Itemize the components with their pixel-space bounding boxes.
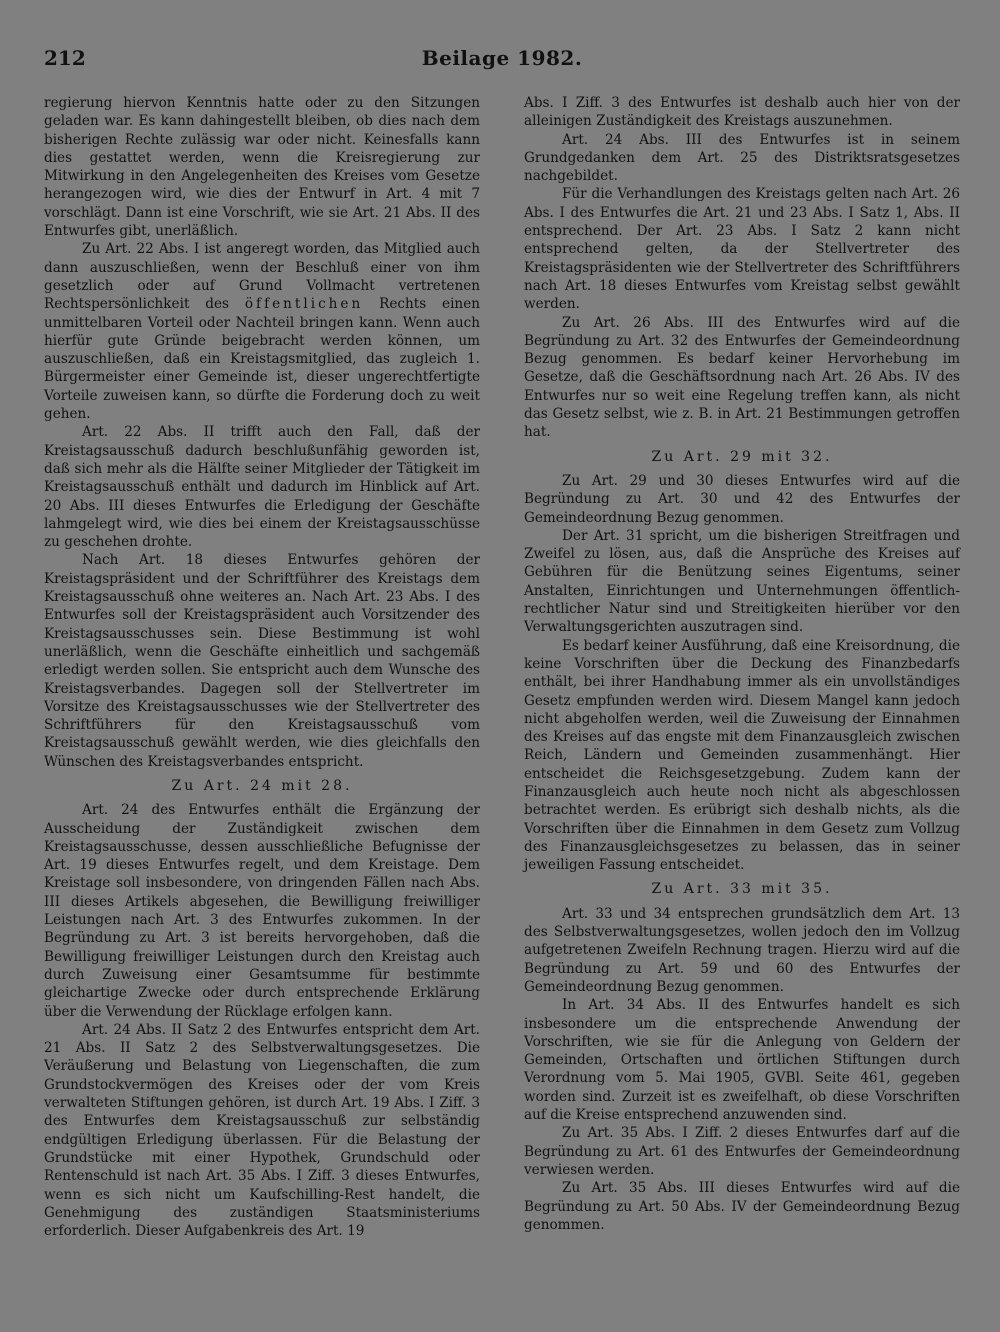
paragraph: Art. 24 des Entwurfes enthält die Ergänzung der Ausscheidung der Zuständigkeit zwischen dem Kreistagsausschusse, dessen ausschließliche Befugnisse der Art. 19 dieses Entwurfes regelt, und dem Kreistage. Dem Kreistage soll insbesondere, von dringenden Fällen nach Abs. III dieses Artikels abgesehen, die Bewilligung freiwilliger Leistungen nach Art. 3 des Entwurfes zukommen. In der Begründung zu Art. 3 ist bereits hervorgehoben, daß die Bewilligung freiwilliger Leistungen durch den Kreistag auch durch Zuweisung einer Gesamtsumme für bestimmte gleichartige Zwecke oder durch entsprechende Erklärung über die Verwendung der Rücklage erfolgen kann.: [44, 802, 480, 1020]
section-heading: Zu Art. 29 mit 32.: [651, 448, 833, 465]
paragraph: Es bedarf keiner Ausführung, daß eine Kreisordnung, die keine Vorschriften über die Deckung des Finanzbedarfs enthält, bei ihrer Handhabung immer als ein unvollständiges Gesetz empfunden werden wird. Diesem Mangel kann jedoch nicht abgeholfen werden, weil die Zuweisung der Einnahmen des Kreises auf das engste mit dem Finanzausgleich zwischen Reich, Ländern und Gemeinden zusammenhängt. Hier entscheidet die Reichsgesetzgebung. Zudem kann der Finanzausgleich auch heute noch nicht als abgeschlossen betrachtet werden. Es erübrigt sich deshalb nichts, als die Vorschriften über die Einnahmen in dem Gesetz zum Vollzug des Finanzausgleichsgesetzes zu belassen, das in seiner jeweiligen Fassung entscheidet.: [524, 637, 960, 874]
paragraph: Art. 22 Abs. II trifft auch den Fall, daß der Kreistagsausschuß dadurch beschlußunfähig geworden ist, daß sich mehr als die Hälfte seiner Mitglieder der Tätigkeit im Kreistagsausschuß enthält und dadurch im Hinblick auf Art. 20 Abs. III dieses Entwurfes die Erledigung der Geschäfte lahmgelegt wird, wie dies bei einem der Kreistagsausschüsse zu geschehen drohte.: [44, 424, 480, 551]
paragraph: Abs. I Ziff. 3 des Entwurfes ist deshalb auch hier von der alleinigen Zuständigkeit des Kreistags auszunehmen.: [524, 95, 960, 130]
page-number: 212: [44, 46, 86, 70]
right-column: [524, 94, 960, 1234]
section-heading: Zu Art. 33 mit 35.: [651, 881, 833, 898]
left-column: [44, 94, 480, 1240]
paragraph: [44, 240, 480, 423]
section-heading: Zu Art. 24 mit 28.: [171, 777, 353, 794]
paragraph: Zu Art. 26 Abs. III des Entwurfes wird auf die Begründung zu Art. 32 des Entwurfes der Gemeindeordnung Bezug genommen. Es bedarf keiner Hervorhebung im Gesetze, daß die Geschäftsordnung nach Art. 26 Abs. IV des Entwurfes nur so weit eine Regelung treffen kann, als nicht das Gesetz selbst, wie z. B. in Art. 21 Bestimmungen getroffen hat.: [524, 314, 960, 441]
paragraph: Art. 24 Abs. III des Entwurfes ist in seinem Grundgedanken dem Art. 25 des Distriktsratsgesetzes nachgebildet.: [524, 131, 960, 185]
paragraph: Art. 24 Abs. II Satz 2 des Entwurfes entspricht dem Art. 21 Abs. II Satz 2 des Selbstverwaltungsgesetzes. Die Veräußerung und Belastung von Liegenschaften, die zum Grundstockvermögen des Kreises oder der vom Kreis verwalteten Stiftungen gehören, ist durch Art. 19 Abs. I Ziff. 3 des Entwurfes dem Kreistagsausschuß zur selbständig endgültigen Erledigung überlassen. Für die Belastung der Grundstücke mit einer Hypothek, Grundschuld oder Rentenschuld ist nach Art. 35 Abs. I Ziff. 3 dieses Entwurfes, wenn es sich nicht um Kaufschilling-Rest handelt, die Genehmigung des zuständigen Staatsministeriums erforderlich. Dieser Aufgabenkreis des Art. 19: [44, 1021, 480, 1240]
paragraph: Nach Art. 18 dieses Entwurfes gehören der Kreistagspräsident und der Schriftführer des Kreistags dem Kreistagsausschuß ohne weiteres an. Nach Art. 23 Abs. I des Entwurfes soll der Kreistagspräsident auch Vorsitzender des Kreistagsausschusses sein. Diese Bestimmung ist wohl unerläßlich, wenn die Geschäfte einheitlich und sachgemäß erledigt werden sollen. Sie entspricht auch dem Wunsche des Kreistagsverbandes. Dagegen soll der Stellvertreter im Vorsitze des Kreistagsausschusses wie der Stellvertreter des Schriftführers für den Kreistagsausschuß vom Kreistagsausschuß gewählt werden, wie dies gleichfalls den Wünschen des Kreistagsverbandes entspricht.: [44, 552, 480, 770]
paragraph: regierung hiervon Kenntnis hatte oder zu den Sitzungen geladen war. Es kann dahingestellt bleiben, ob dies nach dem bisherigen Rechte zulässig war oder nicht. Keinesfalls kann dies gestattet werden, wenn die Kreisregierung zur Mitwirkung in den Angelegenheiten des Kreises vom Gesetze herangezogen wird, wie dies der Entwurf in Art. 4 mit 7 vorschlägt. Dann ist eine Vorschrift, wie sie Art. 21 Abs. II des Entwurfes gibt, unerläßlich.: [44, 95, 480, 240]
paragraph: Zu Art. 29 und 30 dieses Entwurfes wird auf die Begründung zu Art. 30 und 42 des Entwurfes der Gemeindeordnung Bezug genommen.: [524, 472, 960, 526]
paragraph-text: Zu Art. 22 Abs. I ist angeregt worden, das Mitglied auch dann auszuschließen, wenn der Beschluß einer von ihm gesetzlich oder auf Grund Vollmacht vertretenen Rechtspersönlichkeit des: [44, 241, 480, 313]
paragraph: Für die Verhandlungen des Kreistags gelten nach Art. 26 Abs. I des Entwurfes die Art. 21 und 23 Abs. I Satz 1, Abs. II entsprechend. Der Art. 23 Abs. I Satz 2 kann nicht entsprechend gelten, da der Stellvertreter des Kreistagspräsidenten wie der Stellvertreter des Schriftführers nach Art. 18 dieses Entwurfes vom Kreistag selbst gewählt werden.: [524, 186, 960, 313]
paragraph: Zu Art. 35 Abs. I Ziff. 2 dieses Entwurfes darf auf die Begründung zu Art. 61 des Entwurfes der Gemeindeordnung verwiesen werden.: [524, 1125, 960, 1178]
paragraph: Der Art. 31 spricht, um die bisherigen Streitfragen und Zweifel zu lösen, aus, daß die Ansprüche des Kreises auf Gebühren für die Benützung seines Eigentums, seiner Anstalten, Einrichtungen und Unternehmungen öffentlich-rechtlicher Natur sind und Streitigkeiten hierüber vor den Verwaltungsgerichten auszutragen sind.: [524, 527, 960, 636]
paragraph: Art. 33 und 34 entsprechen grundsätzlich dem Art. 13 des Selbstverwaltungsgesetzes, wollen jedoch den im Vollzug aufgetretenen Zweifeln Rechnung tragen. Hierzu wird auf die Begründung zu Art. 59 und 60 des Entwurfes der Gemeindeordnung Bezug genommen.: [524, 905, 960, 995]
emphasized-text: öffentlichen: [244, 296, 364, 313]
running-title: Beilage 1982.: [421, 46, 583, 70]
paragraph: In Art. 34 Abs. II des Entwurfes handelt es sich insbesondere um die entsprechende Anwendung der Vorschriften, wie sie für die Anlegung von Geldern der Gemeinden, Ortschaften und örtlichen Stiftungen durch Verordnung vom 5. Mai 1905, GVBl. Seite 461, gegeben worden sind. Zurzeit ist es zweifelhaft, ob diese Vorschriften auf die Kreise entsprechend anzuwenden sind.: [524, 997, 960, 1124]
paragraph-text: Rechts einen unmittelbaren Vorteil oder Nachteil bringen kann. Wenn auch hierfür gute Gründe beigebracht werden können, um auszuschließen, daß ein Kreistagsmitglied, das zugleich 1. Bürgermeister einer Gemeinde ist, dieser ungerechtfertigte Vorteile zuweisen kann, so dürfte die Forderung doch zu weit gehen.: [44, 296, 480, 423]
paragraph: Zu Art. 35 Abs. III dieses Entwurfes wird auf die Begründung zu Art. 50 Abs. IV der Gemeindeordnung Bezug genommen.: [524, 1180, 960, 1233]
page-header: [44, 46, 960, 76]
